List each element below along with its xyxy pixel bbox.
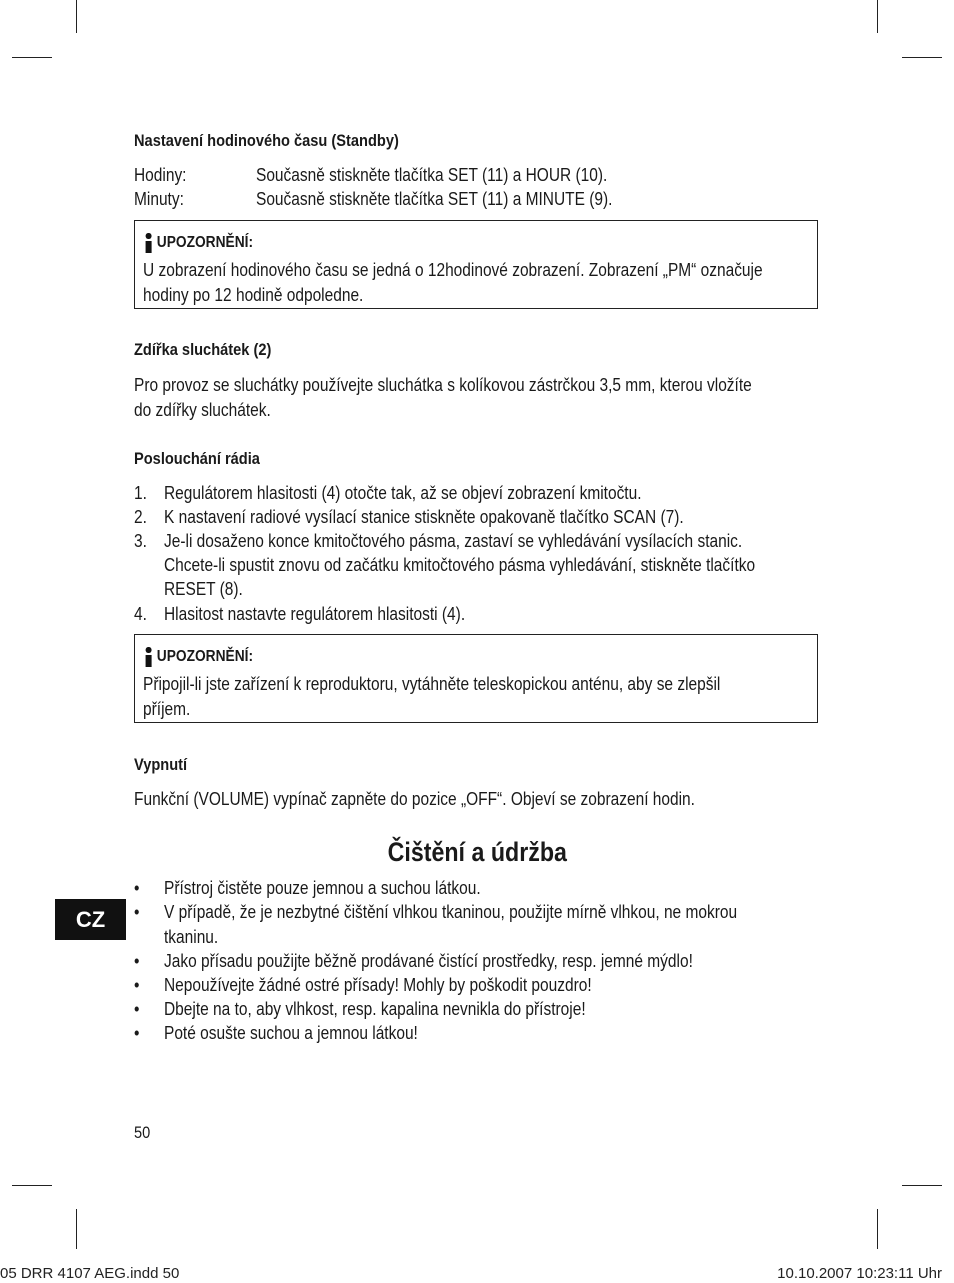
bullet-item: Dbejte na to, aby vlhkost, resp. kapalina nevnikla do přístroje! [164, 999, 586, 1019]
page-number: 50 [134, 1123, 151, 1142]
crop-mark [12, 57, 52, 58]
note-line: příjem. [143, 699, 191, 719]
minutes-text: Současně stiskněte tlačítka SET (11) a MINUTE (9). [256, 189, 613, 209]
bullet: • [134, 951, 140, 971]
hours-text: Současně stiskněte tlačítka SET (11) a HOUR (10). [256, 165, 608, 185]
info-icon [143, 647, 153, 667]
minutes-label: Minuty: [134, 189, 184, 209]
crop-mark [76, 0, 77, 33]
language-tab: CZ [55, 899, 126, 940]
crop-mark [877, 1209, 878, 1249]
bullet-item: Přístroj čistěte pouze jemnou a suchou látkou. [164, 878, 481, 898]
hours-label: Hodiny: [134, 165, 187, 185]
footer-timestamp: 10.10.2007 10:23:11 Uhr [777, 1265, 942, 1282]
headphones-line: do zdířky sluchátek. [134, 400, 271, 420]
crop-mark [902, 1185, 942, 1186]
step-number: 2. [134, 507, 147, 527]
note-box [134, 220, 818, 309]
step-text: Chcete-li spustit znovu od začátku kmitočtového pásma vyhledávání, stiskněte tlačítko [164, 555, 756, 575]
crop-mark [902, 57, 942, 58]
bullet-item: Poté osušte suchou a jemnou látkou! [164, 1023, 418, 1043]
step-text: RESET (8). [164, 579, 243, 599]
bullet: • [134, 902, 140, 922]
radio-heading: Poslouchání rádia [134, 449, 260, 468]
section-title: Čištění a údržba [387, 837, 567, 867]
bullet-item: Nepoužívejte žádné ostré přísady! Mohly by poškodit pouzdro! [164, 975, 592, 995]
crop-mark [12, 1185, 52, 1186]
bullet-item: V případě, že je nezbytné čištění vlhkou tkaninou, použijte mírně vlhkou, ne mokrou [164, 902, 738, 922]
note-line: Připojil-li jste zařízení k reproduktoru, vytáhněte teleskopickou anténu, aby se zlepšil [143, 674, 721, 694]
note-title: UPOZORNĚNÍ: [156, 234, 254, 251]
note-box [134, 634, 818, 723]
off-text: Funkční (VOLUME) vypínač zapněte do pozice „OFF“. Objeví se zobrazení hodin. [134, 789, 695, 809]
bullet-item: tkaninu. [164, 927, 219, 947]
step-number: 4. [134, 604, 147, 624]
step-text: Je-li dosaženo konce kmitočtového pásma, zastaví se vyhledávání vysílacích stanic. [164, 531, 743, 551]
note-line: U zobrazení hodinového času se jedná o 12hodinové zobrazení. Zobrazení „PM“ označuje [143, 260, 763, 280]
note-line: hodiny po 12 hodině odpoledne. [143, 285, 364, 305]
note-title: UPOZORNĚNÍ: [156, 648, 254, 665]
headphones-heading: Zdířka sluchátek (2) [134, 340, 272, 359]
crop-mark [877, 0, 878, 33]
bullet: • [134, 999, 140, 1019]
step-text: Hlasitost nastavte regulátorem hlasitosti (4). [164, 604, 466, 624]
footer-file: 05 DRR 4107 AEG.indd 50 [0, 1265, 180, 1282]
step-text: K nastavení radiové vysílací stanice stiskněte opakovaně tlačítko SCAN (7). [164, 507, 684, 527]
step-number: 1. [134, 483, 147, 503]
bullet: • [134, 1023, 140, 1043]
step-number: 3. [134, 531, 147, 551]
bullet-item: Jako přísadu použijte běžně prodávané čistící prostředky, resp. jemné mýdlo! [164, 951, 693, 971]
standby-heading: Nastavení hodinového času (Standby) [134, 131, 399, 150]
headphones-line: Pro provoz se sluchátky používejte sluchátka s kolíkovou zástrčkou 3,5 mm, kterou vložíte [134, 375, 752, 395]
info-icon [143, 233, 153, 253]
bullet: • [134, 878, 140, 898]
bullet: • [134, 975, 140, 995]
off-heading: Vypnutí [134, 755, 188, 774]
crop-mark [76, 1209, 77, 1249]
step-text: Regulátorem hlasitosti (4) otočte tak, až se objeví zobrazení kmitočtu. [164, 483, 642, 503]
